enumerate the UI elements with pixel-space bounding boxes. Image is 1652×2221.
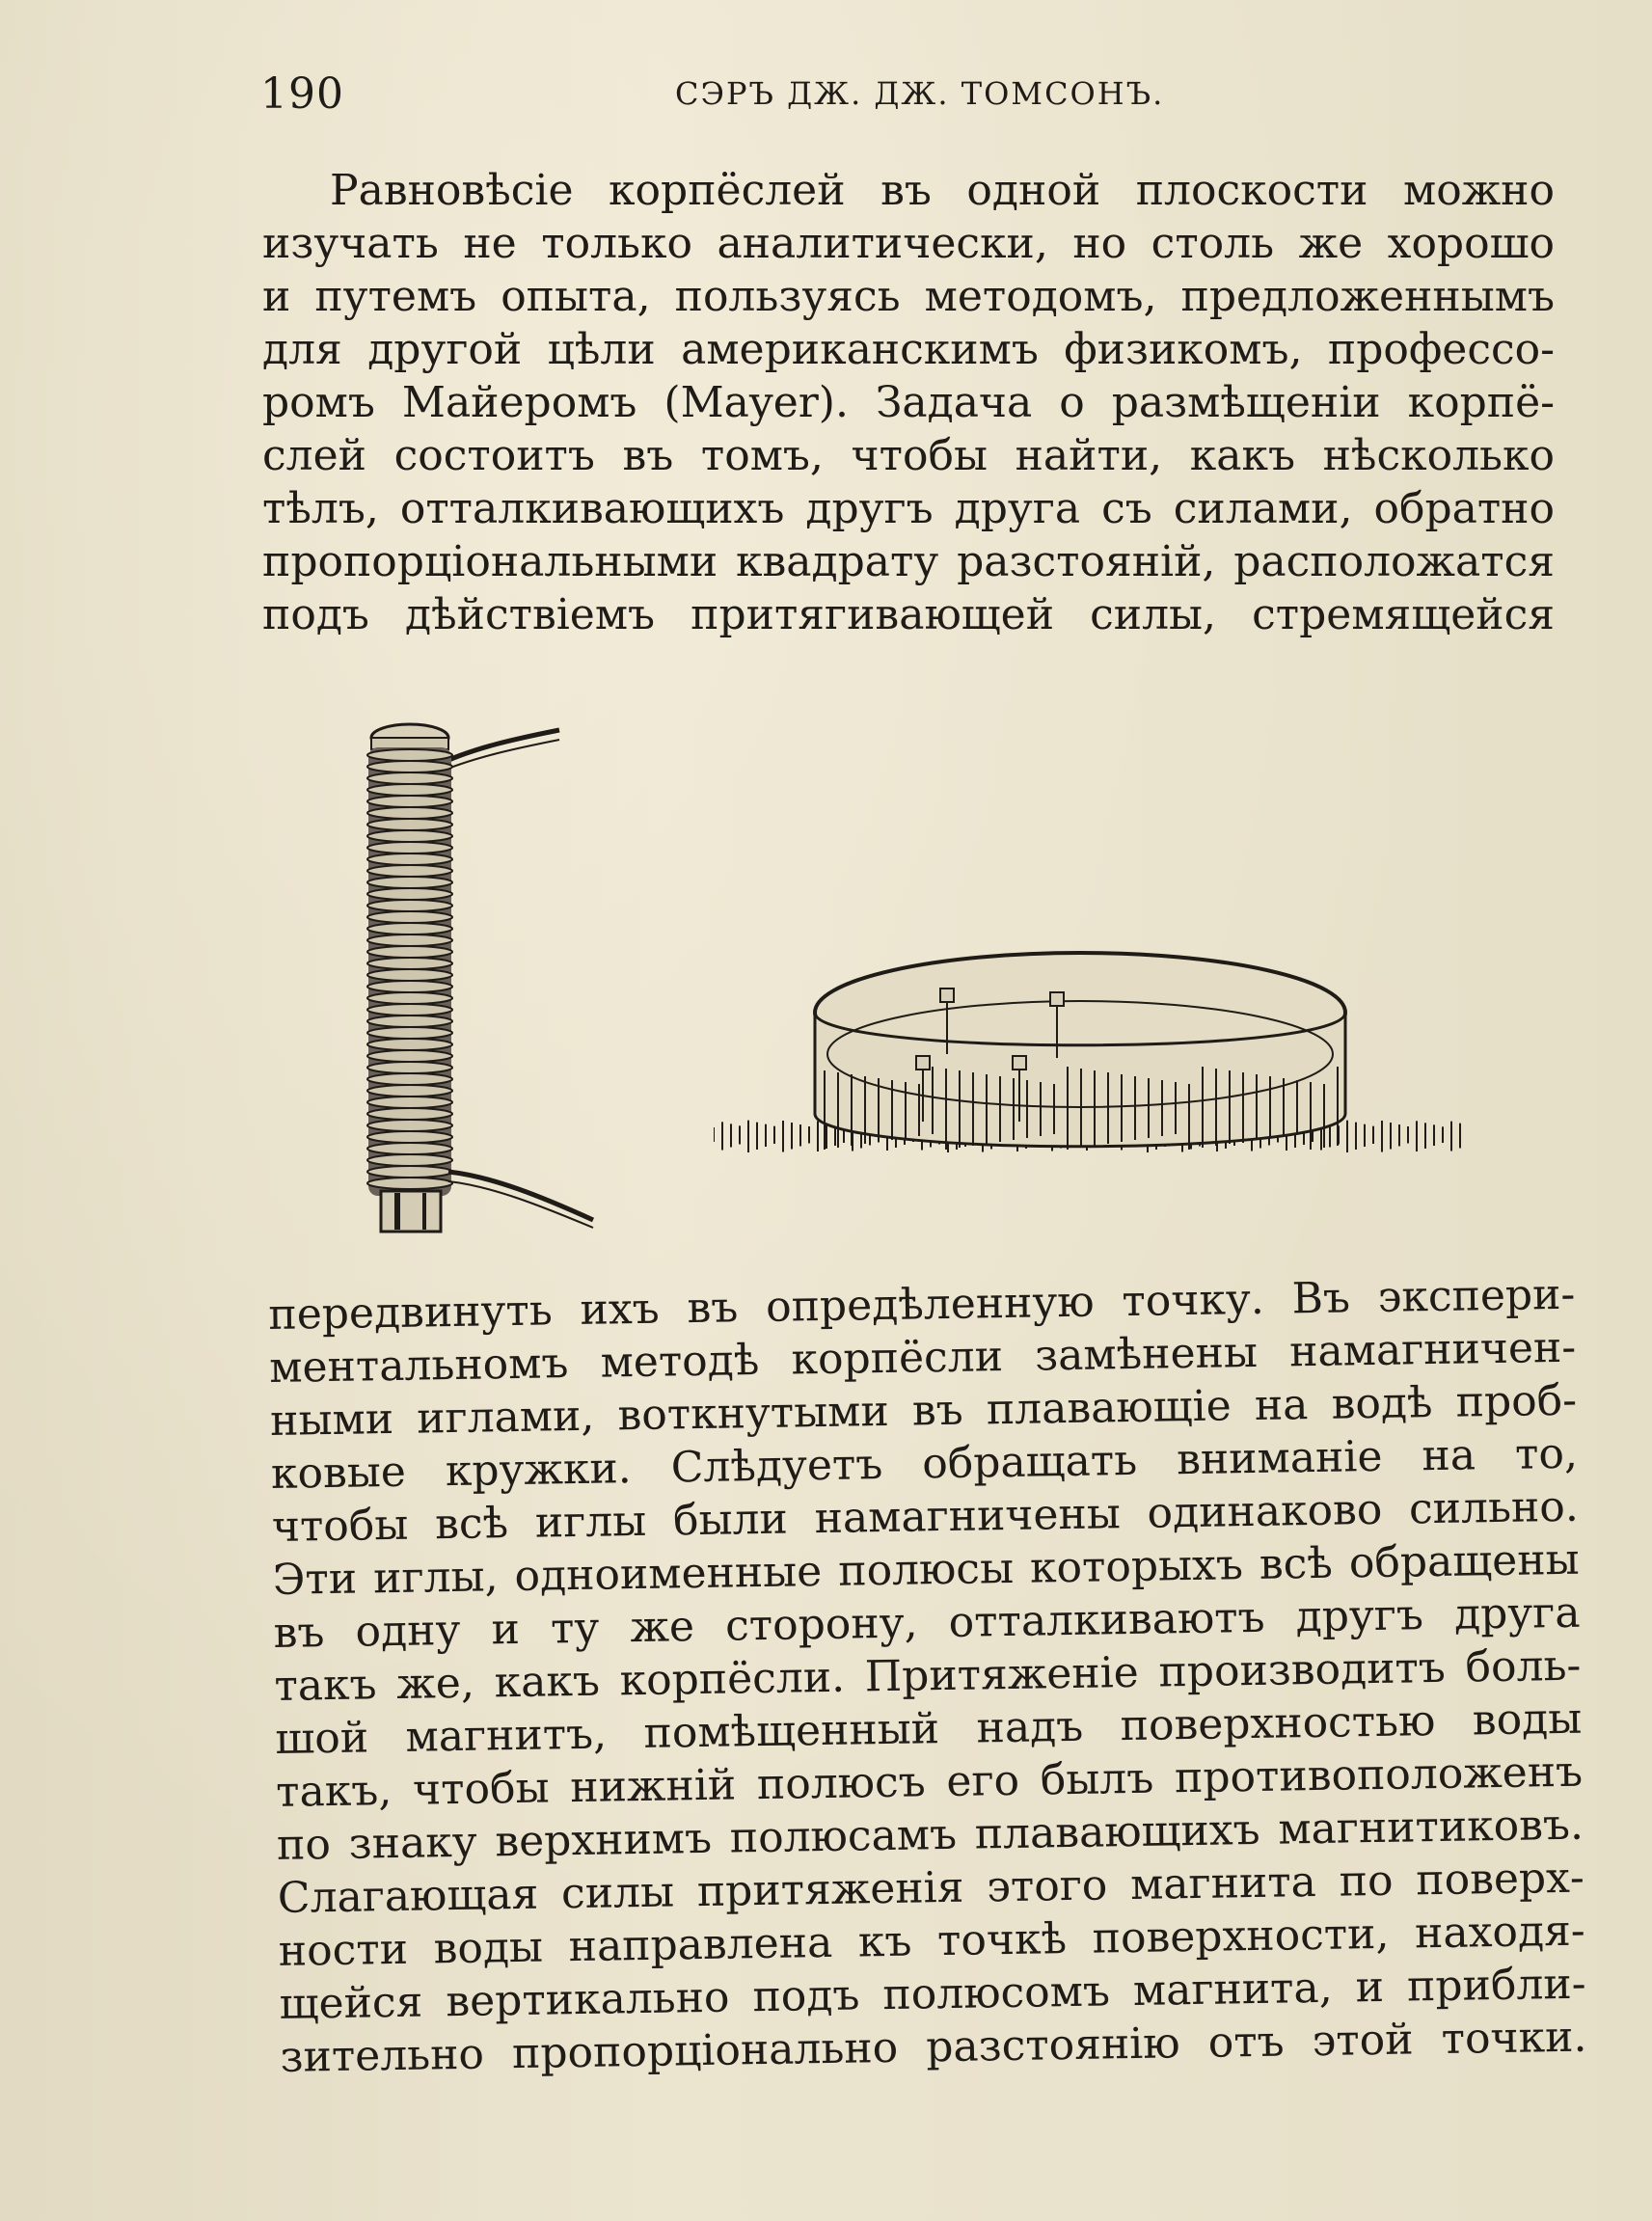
text-line: въ одну и ту же сторону, отталкиваютъ другъ друга xyxy=(273,1587,1581,1658)
text-line: шой магнитъ, помѣщенный надъ поверхностью воды xyxy=(274,1693,1583,1764)
text-line: подъ дѣйствіемъ притягивающей силы, стремящейся xyxy=(262,590,1555,639)
text-line: чтобы всѣ иглы были намагничены одинаково сильно. xyxy=(271,1481,1580,1552)
paragraph-top xyxy=(262,164,1555,641)
text-line: изучать не только аналитически, но столь же хорошо xyxy=(262,219,1555,268)
text-line: ными иглами, воткнутыми въ плавающіе на водѣ проб- xyxy=(269,1375,1578,1446)
text-line: такъ же, какъ корпёсли. Притяженіе производитъ боль- xyxy=(274,1640,1582,1711)
water-dish-illustration xyxy=(714,940,1466,1259)
text-line: Эти иглы, одноименные полюсы которыхъ всѣ обращены xyxy=(272,1534,1580,1605)
text-line: пропорціональными квадрату разстояній, расположатся xyxy=(262,537,1555,586)
text-line: ромъ Майеромъ (Mayer). Задача о размѣщеніи корпё- xyxy=(262,378,1555,427)
page-number: 190 xyxy=(260,69,344,119)
text-line: и путемъ опыта, пользуясь методомъ, предложеннымъ xyxy=(262,272,1555,321)
paragraph-bottom xyxy=(268,1268,1587,2084)
text-line: по знаку верхнимъ полюсамъ плавающихъ магнитиковъ. xyxy=(276,1800,1584,1870)
text-line: щейся вертикально подъ полюсомъ магнита, и прибли- xyxy=(279,1959,1586,2029)
text-line: ности воды направлена къ точкѣ поверхности, находя- xyxy=(278,1906,1586,1976)
text-line: такъ, чтобы нижній полюсъ его былъ противоположенъ xyxy=(275,1747,1584,1817)
text-line: ковые кружки. Слѣдуетъ обращать вниманіе на то, xyxy=(270,1428,1579,1499)
coil-magnet-illustration xyxy=(328,709,617,1249)
text-line: для другой цѣли американскимъ физикомъ, профессо- xyxy=(262,325,1555,374)
text-line: ментальномъ методѣ корпёсли замѣнены намагничен- xyxy=(268,1322,1577,1393)
text-line: Слагающая силы притяженія этого магнита по поверх- xyxy=(277,1853,1585,1923)
text-line: передвинуть ихъ въ опредѣленную точку. Въ экспери- xyxy=(268,1269,1576,1340)
text-line: тѣлъ, отталкивающихъ другъ друга съ силами, обратно xyxy=(262,484,1555,533)
running-head: СЭРЪ ДЖ. ДЖ. ТОМСОНЪ. xyxy=(675,75,1165,112)
text-line: слей состоитъ въ томъ, чтобы найти, какъ нѣсколько xyxy=(262,431,1555,480)
text-line: зительно пропорціонально разстоянію отъ этой точки. xyxy=(280,2012,1587,2082)
text-line: Равновѣсіе корпёслей въ одной плоскости можно xyxy=(330,166,1555,215)
